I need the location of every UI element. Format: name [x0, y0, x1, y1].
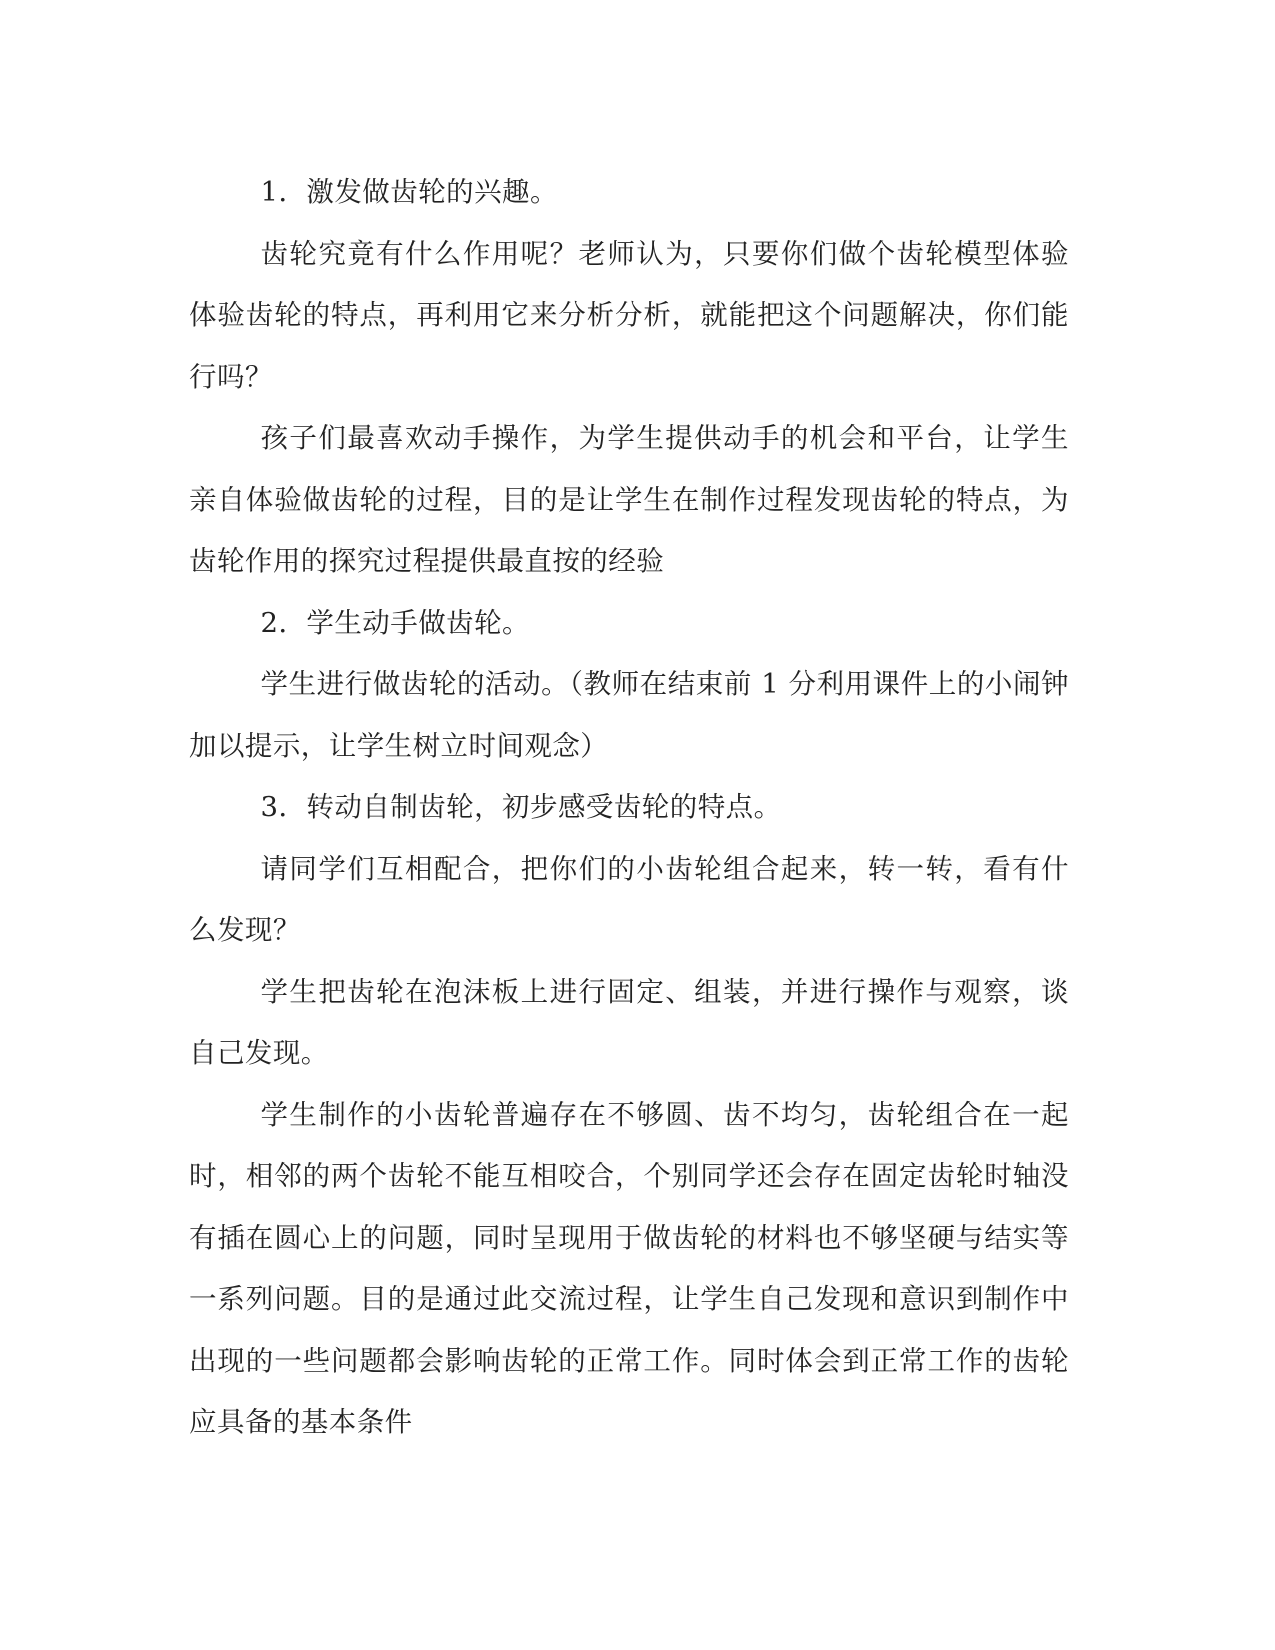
paragraph: 学生进行做齿轮的活动。（教师在结束前 1 分利用课件上的小闹钟加以提示，让学生树立时间观念）	[189, 668, 1069, 762]
paragraph: 请同学们互相配合，把你们的小齿轮组合起来，转一转，看有什么发现？	[189, 852, 1069, 946]
section-heading-2: 2．学生动手做齿轮。	[260, 606, 530, 639]
document-body	[189, 162, 1069, 1454]
section-heading-3: 3．转动自制齿轮，初步感受齿轮的特点。	[260, 791, 782, 823]
paragraph: 孩子们最喜欢动手操作，为学生提供动手的机会和平台，让学生亲自体验做齿轮的过程，目的是让学生在制作过程发现齿轮的特点，为齿轮作用的探究过程提供最直按的经验	[189, 422, 1069, 577]
section-heading-1: 1．激发做齿轮的兴趣。	[260, 176, 558, 208]
paragraph: 学生把齿轮在泡沫板上进行固定、组装，并进行操作与观察，谈自己发现。	[189, 975, 1069, 1069]
paragraph: 齿轮究竟有什么作用呢？老师认为，只要你们做个齿轮模型体验体验齿轮的特点，再利用它来分析分析，就能把这个问题解决，你们能行吗？	[189, 237, 1069, 393]
paragraph: 学生制作的小齿轮普遍存在不够圆、齿不均匀，齿轮组合在一起时，相邻的两个齿轮不能互相咬合，个别同学还会存在固定齿轮时轴没有插在圆心上的问题，同时呈现用于做齿轮的材料也不够坚硬与结实等一系列问题。目的是通过此交流过程，让学生自己发现和意识到制作中出现的一些问题都会影响齿轮的正常工作。同时体会到正常工作的齿轮应具备的基本条件	[189, 1098, 1069, 1438]
